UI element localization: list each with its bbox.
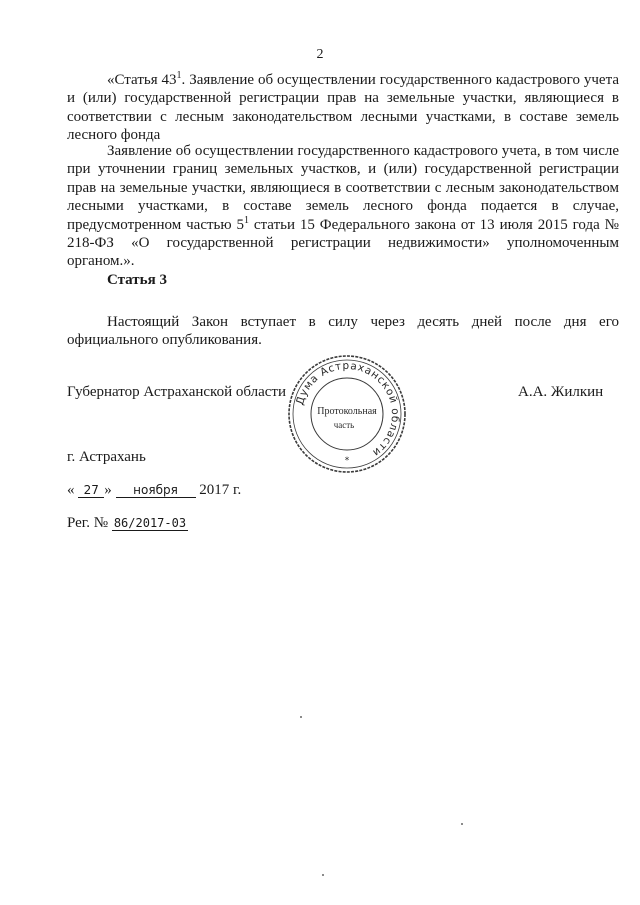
seal-center-line2: часть [333, 420, 355, 430]
seal-star: * [344, 456, 350, 466]
signature-name: А.А. Жилкин [518, 384, 604, 400]
signature-position: Губернатор Астраханской области [67, 384, 287, 400]
date-year: 2017 г. [199, 482, 242, 498]
article43-body-after: статьи 15 Федерального закона от 13 июля 2015 года № 218-ФЗ «О государственной регистрации недвижимости» уполномоченным органом.». [67, 216, 619, 270]
page-number: 2 [316, 47, 324, 62]
article3-text: Настоящий Закон вступает в силу через десять дней после дня его официального опубликования. [67, 314, 619, 349]
official-seal-stamp [286, 353, 408, 475]
article3-paragraph [67, 313, 619, 350]
seal-ring-text: Дума Астраханской области [293, 359, 402, 459]
place: г. Астрахань [67, 449, 146, 465]
article43-title-paragraph [67, 71, 619, 145]
signing-date [67, 482, 241, 499]
article43-body-before: Заявление об осуществлении государственного кадастрового учета, в том числе при уточнении границ земельных участков, и (или) государственной регистрации прав на земельные участки, являющиеся в соответствии с лесным законодательством лесными участками, в составе земель лесного фонда подается в случае, предусмотренном частью 5 [67, 143, 619, 233]
article43-superscript: 1 [176, 70, 182, 81]
date-close-quote: » [104, 482, 112, 498]
date-open-quote: « [67, 482, 75, 498]
seal-center-line1: Протокольная [317, 406, 377, 417]
registration-line [67, 515, 188, 532]
scan-speck [461, 823, 463, 825]
scan-speck [322, 874, 324, 876]
article43-body-paragraph [67, 142, 619, 271]
date-day: 27 [78, 483, 104, 498]
article43-prefix: «Статья 43 [107, 72, 177, 88]
scan-speck [300, 716, 302, 718]
registration-label: Рег. № [67, 515, 109, 531]
date-month: ноября [116, 483, 196, 498]
registration-number: 86/2017-03 [113, 516, 187, 530]
article43-title: . Заявление об осуществлении государственного кадастрового учета и (или) государственной регистрации прав на земельные участки, являющиеся в соответствии с лесным законодательством лесными участками, в составе земель лесного фонда [67, 72, 619, 144]
article43-body-superscript: 1 [244, 214, 249, 226]
article3-heading: Статья 3 [107, 272, 167, 288]
